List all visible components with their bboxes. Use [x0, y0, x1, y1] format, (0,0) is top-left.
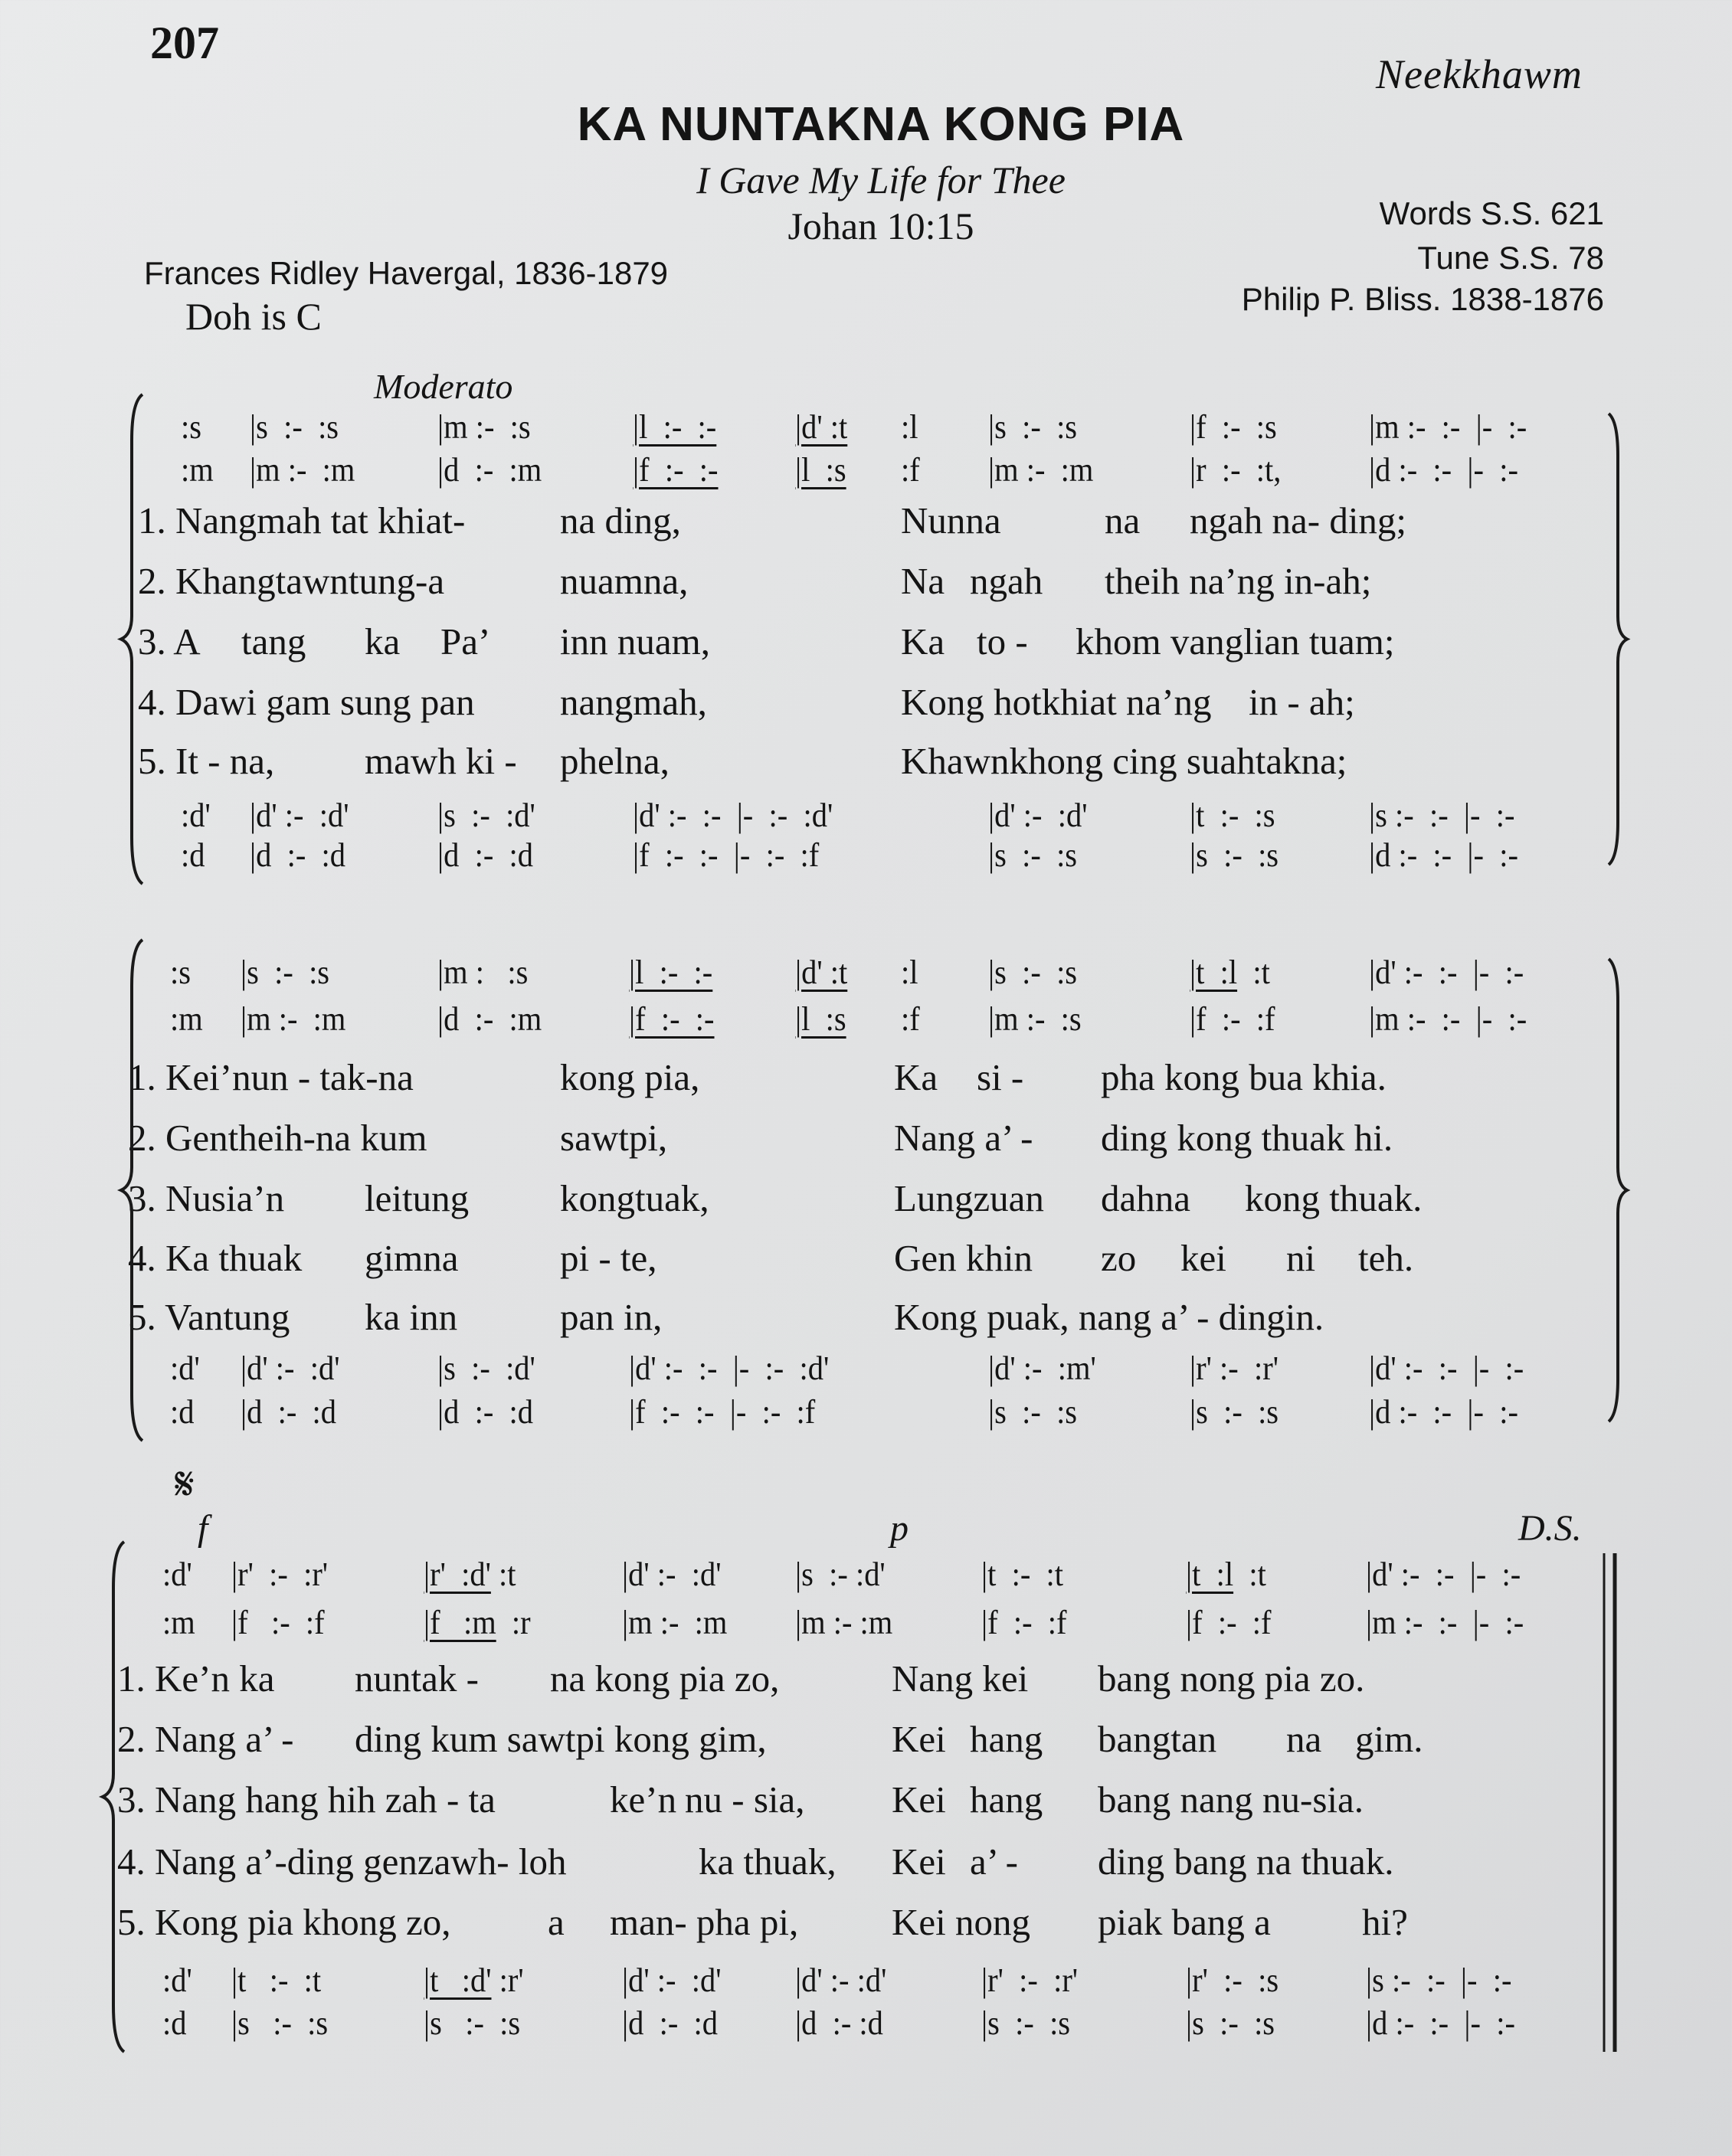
- lyric-verse-2-phrase: Nang a’ -: [894, 1117, 1033, 1159]
- solfa-bottom-bass-segment: :d: [170, 1393, 195, 1431]
- solfa-top-alto-segment: |f :- :f: [231, 1604, 325, 1641]
- lyric-verse-4-phrase: kei: [1180, 1237, 1226, 1279]
- lyric-verse-1-phrase: na kong pia zo,: [550, 1657, 780, 1700]
- lyric-verse-4-phrase: pi - te,: [560, 1237, 657, 1279]
- solfa-top-alto-segment: |m :- :m: [988, 451, 1094, 489]
- solfa-bottom-bass-segment: |f :- :- |- :- :f: [633, 836, 820, 874]
- solfa-bottom-bass-segment: |s :- :s: [988, 836, 1078, 874]
- lyric-verse-3-phrase: ke’n: [610, 1778, 677, 1821]
- lyric-verse-5-phrase: 5. It - na,: [138, 740, 275, 782]
- lyric-verse-4-phrase: a’ -: [970, 1840, 1018, 1883]
- lyric-verse-3-phrase: 3. Nusia’n: [128, 1177, 285, 1219]
- solfa-top-alto-segment: |f :- :-: [629, 1000, 715, 1038]
- lyric-verse-3-phrase: Kei: [892, 1778, 946, 1821]
- solfa-bottom-tenor-segment: :d': [162, 1961, 192, 1999]
- solfa-top-alto-segment: |f :- :f: [1186, 1604, 1272, 1641]
- solfa-bottom-tenor-segment: |s :- :- |- :-: [1366, 1961, 1512, 1999]
- key-signature: Doh is C: [185, 295, 322, 338]
- solfa-top-soprano-segment: |s :- :s: [241, 954, 330, 991]
- solfa-bottom-bass-segment: |d :- :- |- :-: [1369, 1393, 1518, 1431]
- lyric-verse-2-phrase: bangtan: [1098, 1718, 1217, 1760]
- solfa-bottom-tenor-segment: |s :- :d': [437, 1350, 535, 1387]
- solfa-top-alto-segment: |l :s: [795, 451, 846, 489]
- solfa-bottom-tenor-segment: |d' :- :d': [250, 797, 349, 834]
- lyric-verse-4-phrase: ni: [1286, 1237, 1316, 1279]
- lyric-verse-3-phrase: hang: [970, 1778, 1043, 1821]
- solfa-top-soprano-segment: |s :- :s: [250, 408, 339, 446]
- lyric-verse-2-phrase: 2. Khangtawntung-a: [138, 560, 445, 602]
- solfa-top-soprano-segment: |f :- :s: [1190, 408, 1277, 446]
- lyric-verse-2-phrase: gim.: [1355, 1718, 1423, 1760]
- lyric-verse-5-phrase: 5. Vantung: [128, 1296, 290, 1338]
- solfa-top-alto-segment: :f: [901, 1000, 920, 1038]
- lyric-verse-5-phrase: Kong puak, nang a’ - dingin.: [894, 1296, 1324, 1338]
- lyric-verse-2-phrase: hang: [970, 1718, 1043, 1760]
- solfa-top-alto-segment: :m: [181, 451, 214, 489]
- solfa-bottom-tenor-segment: |s :- :d': [437, 797, 535, 834]
- solfa-bottom-tenor-segment: |s :- :- |- :-: [1369, 797, 1515, 834]
- lyric-verse-5-phrase: ka inn: [365, 1296, 458, 1338]
- solfa-top-alto-segment: |m :- :m: [250, 451, 355, 489]
- solfa-bottom-tenor-segment: :d': [181, 797, 211, 834]
- lyric-verse-4-phrase: Kong hotkhiat na’ng: [901, 681, 1212, 723]
- lyric-verse-4-phrase: Gen khin: [894, 1237, 1033, 1279]
- solfa-top-soprano-segment: |d' :t: [795, 954, 848, 991]
- solfa-top-soprano-segment: |r' :d' :t: [424, 1556, 516, 1593]
- solfa-top-soprano-segment: |m : :s: [437, 954, 529, 991]
- solfa-bottom-bass-segment: |s :- :s: [231, 2004, 329, 2042]
- solfa-top-alto-segment: :m: [162, 1604, 195, 1641]
- lyric-verse-4-phrase: nangmah,: [560, 681, 707, 723]
- lyric-verse-2-phrase: ding kum sawtpi kong gim,: [355, 1718, 767, 1760]
- lyric-verse-3-phrase: tang: [241, 620, 306, 663]
- lyric-verse-2-phrase: na: [1286, 1718, 1322, 1760]
- lyric-verse-3-phrase: bang nang nu-sia.: [1098, 1778, 1364, 1821]
- solfa-top-soprano-segment: |d' :- :d': [622, 1556, 722, 1593]
- lyric-verse-3-phrase: to -: [977, 620, 1028, 663]
- lyric-verse-5-phrase: 5. Kong pia khong zo,: [117, 1901, 451, 1943]
- solfa-bottom-bass-segment: |s :- :s: [981, 2004, 1071, 2042]
- lyric-verse-5-phrase: phelna,: [560, 740, 670, 782]
- category-handwritten: Neekkhawm: [1376, 51, 1583, 97]
- lyric-verse-3-phrase: Lungzuan: [894, 1177, 1044, 1219]
- solfa-bottom-tenor-segment: |r' :- :r': [1190, 1350, 1279, 1387]
- lyric-verse-2-phrase: ding kong thuak hi.: [1101, 1117, 1393, 1159]
- lyric-verse-2-phrase: nuamna,: [560, 560, 689, 602]
- lyric-verse-2-phrase: Na: [901, 560, 945, 602]
- lyric-verse-1-phrase: Nang kei: [892, 1657, 1029, 1700]
- lyric-verse-5-phrase: piak bang a: [1098, 1901, 1271, 1943]
- composer: Philip P. Bliss. 1838-1876: [1241, 281, 1604, 317]
- solfa-top-alto-segment: |f :m :r: [424, 1604, 531, 1641]
- solfa-top-soprano-segment: |t :- :t: [981, 1556, 1064, 1593]
- solfa-top-alto-segment: |l :s: [795, 1000, 846, 1038]
- lyric-verse-1-phrase: 1. Ke’n ka: [117, 1657, 275, 1700]
- lyric-verse-3-phrase: inn nuam,: [560, 620, 710, 663]
- lyric-verse-3-phrase: Pa’: [440, 620, 491, 663]
- solfa-top-soprano-segment: :d': [162, 1556, 192, 1593]
- solfa-bottom-tenor-segment: |r' :- :s: [1186, 1961, 1279, 1999]
- lyric-verse-2-phrase: ngah: [970, 560, 1043, 602]
- dal-segno-marking: D.S.: [1518, 1508, 1582, 1549]
- solfa-top-alto-segment: :f: [901, 451, 920, 489]
- lyric-verse-5-phrase: Kei nong: [892, 1901, 1030, 1943]
- hymn-title: KA NUNTAKNA KONG PIA: [577, 98, 1185, 151]
- lyric-verse-1-phrase: nuntak -: [355, 1657, 479, 1700]
- lyric-verse-4-phrase: ka thuak,: [699, 1840, 837, 1883]
- lyric-verse-4-phrase: 4. Dawi gam sung pan: [138, 681, 475, 723]
- solfa-top-soprano-segment: |d' :- :- |- :-: [1366, 1556, 1521, 1593]
- solfa-top-soprano-segment: |l :- :-: [633, 408, 717, 446]
- solfa-bottom-bass-segment: |s :- :s: [1190, 1393, 1279, 1431]
- lyric-verse-1-phrase: na: [1105, 499, 1141, 541]
- lyric-verse-2-phrase: 2. Nang a’ -: [117, 1718, 294, 1760]
- lyric-verse-2-phrase: 2. Gentheih-na kum: [128, 1117, 427, 1159]
- solfa-top-soprano-segment: |t :l :t: [1190, 954, 1270, 991]
- solfa-top-soprano-segment: |m :- :s: [437, 408, 531, 446]
- lyric-verse-3-phrase: 3. Nang hang hih zah - ta: [117, 1778, 496, 1821]
- solfa-top-alto-segment: |m :- :s: [988, 1000, 1082, 1038]
- solfa-bottom-tenor-segment: |d' :- :- |- :-: [1369, 1350, 1524, 1387]
- lyric-verse-3-phrase: Ka: [901, 620, 945, 663]
- author: Frances Ridley Havergal, 1836-1879: [144, 255, 669, 291]
- solfa-bottom-bass-segment: |d :- :d: [795, 2004, 883, 2042]
- lyric-verse-1-phrase: bang nong pia zo.: [1098, 1657, 1365, 1700]
- solfa-bottom-tenor-segment: :d': [170, 1350, 200, 1387]
- solfa-top-soprano-segment: :l: [901, 408, 918, 446]
- solfa-top-alto-segment: |d :- :- |- :-: [1369, 451, 1518, 489]
- lyric-verse-4-phrase: zo: [1101, 1237, 1137, 1279]
- scripture-reference: Johan 10:15: [787, 204, 974, 247]
- solfa-bottom-bass-segment: |d :- :d: [250, 836, 346, 874]
- solfa-bottom-tenor-segment: |d' :- :- |- :- :d': [629, 1350, 830, 1387]
- solfa-top-soprano-segment: |r' :- :r': [231, 1556, 329, 1593]
- solfa-top-alto-segment: |r :- :t,: [1190, 451, 1282, 489]
- lyric-verse-4-phrase: in - ah;: [1249, 681, 1355, 723]
- lyric-verse-1-phrase: Ka: [894, 1056, 938, 1098]
- lyric-verse-5-phrase: hi?: [1362, 1901, 1408, 1943]
- solfa-bottom-tenor-segment: |t :- :s: [1190, 797, 1275, 834]
- solfa-bottom-bass-segment: |d :- :d: [437, 1393, 534, 1431]
- lyric-verse-5-phrase: mawh ki -: [365, 740, 517, 782]
- solfa-top-soprano-segment: :l: [901, 954, 918, 991]
- solfa-bottom-tenor-segment: |r' :- :r': [981, 1961, 1079, 1999]
- solfa-bottom-bass-segment: |f :- :- |- :- :f: [629, 1393, 816, 1431]
- solfa-bottom-bass-segment: |d :- :- |- :-: [1369, 836, 1518, 874]
- lyric-verse-3-phrase: leitung: [365, 1177, 470, 1219]
- solfa-bottom-bass-segment: |s :- :s: [1190, 836, 1279, 874]
- solfa-top-alto-segment: |d :- :m: [437, 451, 542, 489]
- lyric-verse-5-phrase: a: [548, 1901, 565, 1943]
- hymn-subtitle: I Gave My Life for Thee: [696, 159, 1066, 201]
- lyric-verse-4-phrase: gimna: [365, 1237, 459, 1279]
- lyric-verse-1-phrase: ngah na- ding;: [1190, 499, 1407, 541]
- solfa-bottom-bass-segment: |s :- :s: [1186, 2004, 1275, 2042]
- lyric-verse-1-phrase: 1. Kei’nun - tak-na: [128, 1056, 414, 1098]
- solfa-bottom-tenor-segment: |d' :- :m': [988, 1350, 1096, 1387]
- lyric-verse-1-phrase: pha kong bua khia.: [1101, 1056, 1387, 1098]
- solfa-top-alto-segment: |f :- :-: [633, 451, 719, 489]
- lyric-verse-5-phrase: man- pha pi,: [610, 1901, 799, 1943]
- solfa-top-soprano-segment: :s: [170, 954, 192, 991]
- solfa-top-soprano-segment: |t :l :t: [1186, 1556, 1266, 1593]
- lyric-verse-5-phrase: pan in,: [560, 1296, 663, 1338]
- solfa-top-alto-segment: |d :- :m: [437, 1000, 542, 1038]
- lyric-verse-2-phrase: sawtpi,: [560, 1117, 668, 1159]
- solfa-bottom-bass-segment: |s :- :s: [988, 1393, 1078, 1431]
- solfa-bottom-bass-segment: :d: [181, 836, 205, 874]
- solfa-top-soprano-segment: :s: [181, 408, 202, 446]
- lyric-verse-4-phrase: 4. Nang a’-ding genzawh- loh: [117, 1840, 567, 1883]
- solfa-top-alto-segment: |m :- :m: [622, 1604, 728, 1641]
- solfa-top-alto-segment: |f :- :f: [981, 1604, 1067, 1641]
- solfa-top-soprano-segment: |d' :- :- |- :-: [1369, 954, 1524, 991]
- lyric-verse-1-phrase: Nunna: [901, 499, 1001, 541]
- solfa-top-soprano-segment: |s :- :s: [988, 408, 1078, 446]
- solfa-top-soprano-segment: |m :- :- |- :-: [1369, 408, 1527, 446]
- solfa-top-soprano-segment: |l :- :-: [629, 954, 713, 991]
- lyric-verse-1-phrase: 1. Nangmah tat khiat-: [138, 499, 466, 541]
- segno-sign: 𝄋: [175, 1459, 195, 1510]
- dynamic-forte: f: [198, 1508, 208, 1549]
- solfa-bottom-tenor-segment: |t :- :t: [231, 1961, 322, 1999]
- lyric-verse-1-phrase: kong pia,: [560, 1056, 700, 1098]
- solfa-top-soprano-segment: |s :- :s: [988, 954, 1078, 991]
- lyric-verse-3-phrase: kong thuak.: [1245, 1177, 1423, 1219]
- solfa-top-alto-segment: |m :- :- |- :-: [1369, 1000, 1527, 1038]
- tune-source: Tune S.S. 78: [1417, 240, 1604, 276]
- solfa-top-alto-segment: |m :- :m: [795, 1604, 893, 1641]
- solfa-top-alto-segment: |f :- :f: [1190, 1000, 1275, 1038]
- dynamic-piano: p: [890, 1508, 909, 1549]
- hymn-number: 207: [150, 18, 219, 68]
- lyric-verse-2-phrase: theih na’ng in-ah;: [1105, 560, 1372, 602]
- lyric-verse-3-phrase: khom vanglian tuam;: [1076, 620, 1395, 663]
- tempo-marking: Moderato: [374, 367, 513, 406]
- solfa-bottom-bass-segment: |d :- :d: [622, 2004, 719, 2042]
- lyric-verse-3-phrase: ka: [365, 620, 401, 663]
- solfa-bottom-tenor-segment: |d' :- :d': [622, 1961, 722, 1999]
- solfa-bottom-tenor-segment: |d' :- :- |- :- :d': [633, 797, 833, 834]
- solfa-top-alto-segment: |m :- :- |- :-: [1366, 1604, 1524, 1641]
- lyric-verse-4-phrase: teh.: [1358, 1237, 1414, 1279]
- lyric-verse-5-phrase: Khawnkhong cing suahtakna;: [901, 740, 1347, 782]
- solfa-bottom-tenor-segment: |d' :- :d': [795, 1961, 887, 1999]
- solfa-top-alto-segment: |m :- :m: [241, 1000, 346, 1038]
- lyric-verse-2-phrase: Kei: [892, 1718, 946, 1760]
- solfa-bottom-tenor-segment: |d' :- :d': [241, 1350, 340, 1387]
- lyric-verse-3-phrase: dahna: [1101, 1177, 1190, 1219]
- lyric-verse-3-phrase: 3. A: [138, 620, 201, 663]
- lyric-verse-4-phrase: Kei: [892, 1840, 946, 1883]
- lyric-verse-4-phrase: 4. Ka thuak: [128, 1237, 303, 1279]
- words-source: Words S.S. 621: [1379, 195, 1604, 231]
- solfa-bottom-tenor-segment: |t :d' :r': [424, 1961, 524, 1999]
- lyric-verse-4-phrase: ding bang na thuak.: [1098, 1840, 1394, 1883]
- solfa-bottom-bass-segment: |d :- :- |- :-: [1366, 2004, 1515, 2042]
- lyric-verse-3-phrase: kongtuak,: [560, 1177, 709, 1219]
- lyric-verse-3-phrase: nu - sia,: [685, 1778, 805, 1821]
- lyric-verse-1-phrase: na ding,: [560, 499, 681, 541]
- solfa-bottom-bass-segment: |d :- :d: [241, 1393, 337, 1431]
- solfa-bottom-bass-segment: :d: [162, 2004, 187, 2042]
- lyric-verse-1-phrase: si -: [977, 1056, 1024, 1098]
- solfa-top-soprano-segment: |d' :t: [795, 408, 848, 446]
- solfa-top-alto-segment: :m: [170, 1000, 203, 1038]
- solfa-bottom-bass-segment: |s :- :s: [424, 2004, 521, 2042]
- solfa-bottom-tenor-segment: |d' :- :d': [988, 797, 1088, 834]
- solfa-top-soprano-segment: |s :- :d': [795, 1556, 886, 1593]
- solfa-bottom-bass-segment: |d :- :d: [437, 836, 534, 874]
